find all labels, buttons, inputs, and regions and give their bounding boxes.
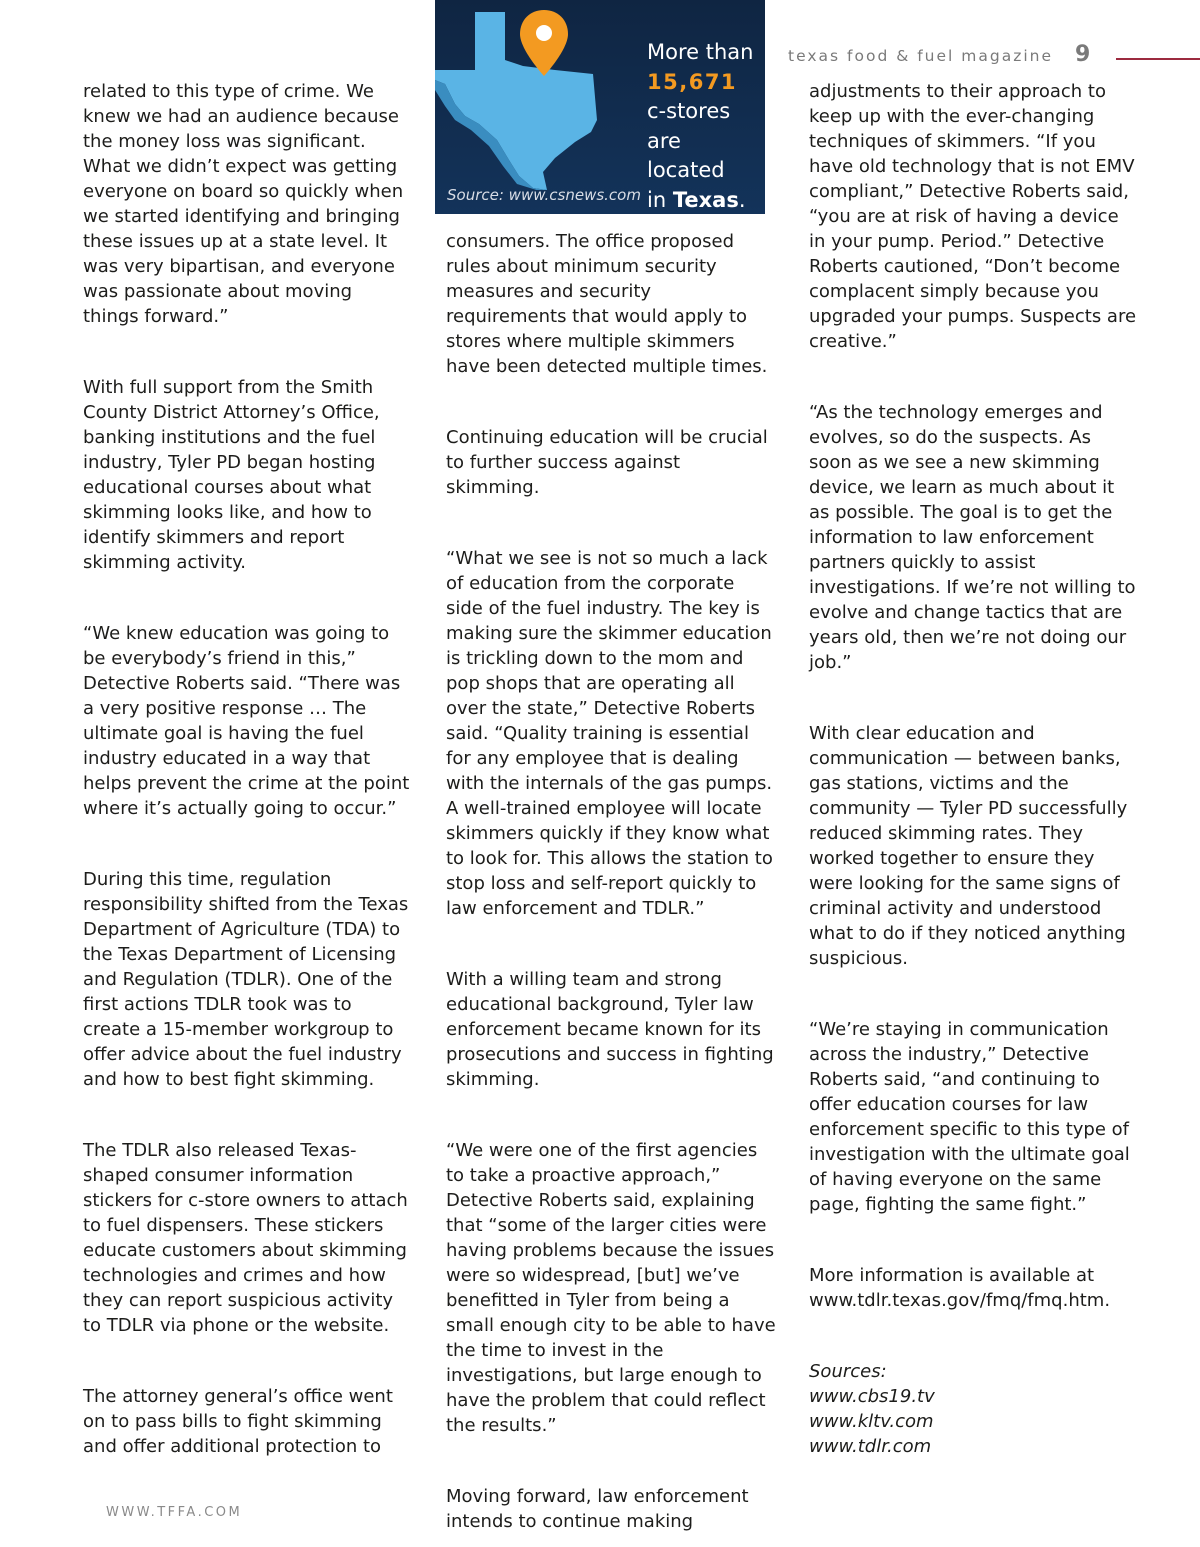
paragraph: “We’re staying in communication across the industry,” Detective Roberts said, “and continuing to offer education courses for law enforcement specific to this type of investigation with the ultimate goal of having everyone on the same page, fighting the same fight.”	[809, 1019, 1130, 1215]
infobox-line: c-stores	[647, 99, 731, 123]
paragraph: “As the technology emerges and evolves, so do the suspects. As soon as we see a new skimming device, we learn as much about it as possible. The goal is to get the information to law enforcement partners quickly to assist investigations. If we’re not willing to evolve and change tactics that are years old, then we’re not doing our job.”	[809, 402, 1136, 673]
paragraph: With clear education and communication — between banks, gas stations, victims and the community — Tyler PD successfully reduced skimming rates. They worked together to ensure they were looking for the same signs of criminal activity and understood what to do if they noticed anything suspicious.	[809, 723, 1128, 969]
header-accent-rule	[1116, 58, 1200, 60]
paragraph: The TDLR also released Texas-shaped consumer information stickers for c-store owners to attach to fuel dispensers. These stickers educate customers about skimming technologies and crimes and how they can report suspicious activity to TDLR via phone or the website.	[83, 1140, 408, 1336]
infobox-line: are located	[647, 128, 725, 182]
cstore-stat-infobox	[435, 0, 765, 214]
infobox-suffix: .	[738, 187, 746, 212]
map-pin-icon	[517, 8, 571, 78]
paragraph: The attorney general’s office went on to pass bills to fight skimming and offer additional protection to	[83, 1386, 393, 1457]
paragraph: More information is available at www.tdlr.texas.gov/fmq/fmq.htm.	[809, 1265, 1111, 1311]
paragraph: Continuing education will be crucial to further success against skimming.	[446, 427, 768, 498]
infobox-source: Source: www.csnews.com	[447, 186, 641, 204]
paragraph: consumers. The office proposed rules about minimum security measures and security requirements that would apply to stores where multiple skimmers have been detected multiple times.	[446, 231, 768, 377]
source-link[interactable]: www.kltv.com	[809, 1411, 934, 1432]
paragraph: “What we see is not so much a lack of education from the corporate side of the fuel industry. The key is making sure the skimmer education is trickling down to the mom and pop shops that are operating all over the state,” Detective Roberts said. “Quality training is essential for any employee that is dealing with the internals of the gas pumps. A well-trained employee will locate skimmers quickly if they know what to look for. This allows the station to stop loss and self-report quickly to law enforcement and TDLR.”	[446, 548, 773, 919]
source-link[interactable]: www.tdlr.com	[809, 1436, 932, 1457]
cstore-count: 15,671	[647, 69, 738, 94]
paragraph: “We were one of the first agencies to take a proactive approach,” Detective Roberts said, explaining that “some of the larger cities were having problems because the issues were so widespread, [but] we’ve benefitted in Tyler from being a small enough city to be able to have the time to invest in the investigations, but large enough to have the problem that could reflect the results.”	[446, 1140, 776, 1436]
footer-website[interactable]: WWW.TFFA.COM	[106, 1505, 243, 1520]
infobox-state: Texas	[672, 187, 739, 212]
paragraph: “We knew education was going to be everybody’s friend in this,” Detective Roberts said. “There was a very positive response … The ultimate goal is having the fuel industry educated in a way that helps prevent the crime at the point where it’s actually going to occur.”	[83, 623, 410, 819]
paragraph: related to this type of crime. We knew we had an audience because the money loss was significant. What we didn’t expect was getting everyone on board so quickly when we started identifying and bringing these issues up at a state level. It was very bipartisan, and everyone was passionate about moving things forward.”	[83, 81, 404, 327]
paragraph: With a willing team and strong educational background, Tyler law enforcement became known for its prosecutions and success in fighting skimming.	[446, 969, 774, 1090]
infobox-line: More than	[647, 40, 754, 64]
article-column-1	[83, 79, 413, 1459]
paragraph: adjustments to their approach to keep up with the ever-changing techniques of skimmers. “If you have old technology that is not EMV compliant,” Detective Roberts said, “you are at risk of having a device in your pump. Period.” Detective Roberts cautioned, “Don’t become complacent simply because you upgraded your pumps. Suspects are creative.”	[809, 81, 1137, 352]
article-column-2	[446, 229, 776, 1534]
infobox-text	[647, 38, 765, 214]
magazine-name: texas food & fuel magazine	[788, 47, 1054, 65]
infobox-prefix: in	[647, 187, 673, 212]
article-column-3	[809, 79, 1139, 1459]
sources-label: Sources:	[809, 1361, 887, 1382]
page-number: 9	[1075, 42, 1091, 67]
page-header	[788, 42, 1090, 67]
paragraph: Moving forward, law enforcement intends to continue making	[446, 1486, 749, 1532]
source-link[interactable]: www.cbs19.tv	[809, 1386, 935, 1407]
infobox-line	[647, 186, 765, 215]
paragraph: With full support from the Smith County District Attorney’s Office, banking institutions and the fuel industry, Tyler PD began hosting educational courses about what skimming looks like, and how to identify skimmers and report skimming activity.	[83, 377, 380, 573]
sources-list	[809, 1359, 1139, 1459]
paragraph: During this time, regulation responsibility shifted from the Texas Department of Agriculture (TDA) to the Texas Department of Licensing and Regulation (TDLR). One of the first actions TDLR took was to create a 15-member workgroup to offer advice about the fuel industry and how to best fight skimming.	[83, 869, 409, 1090]
